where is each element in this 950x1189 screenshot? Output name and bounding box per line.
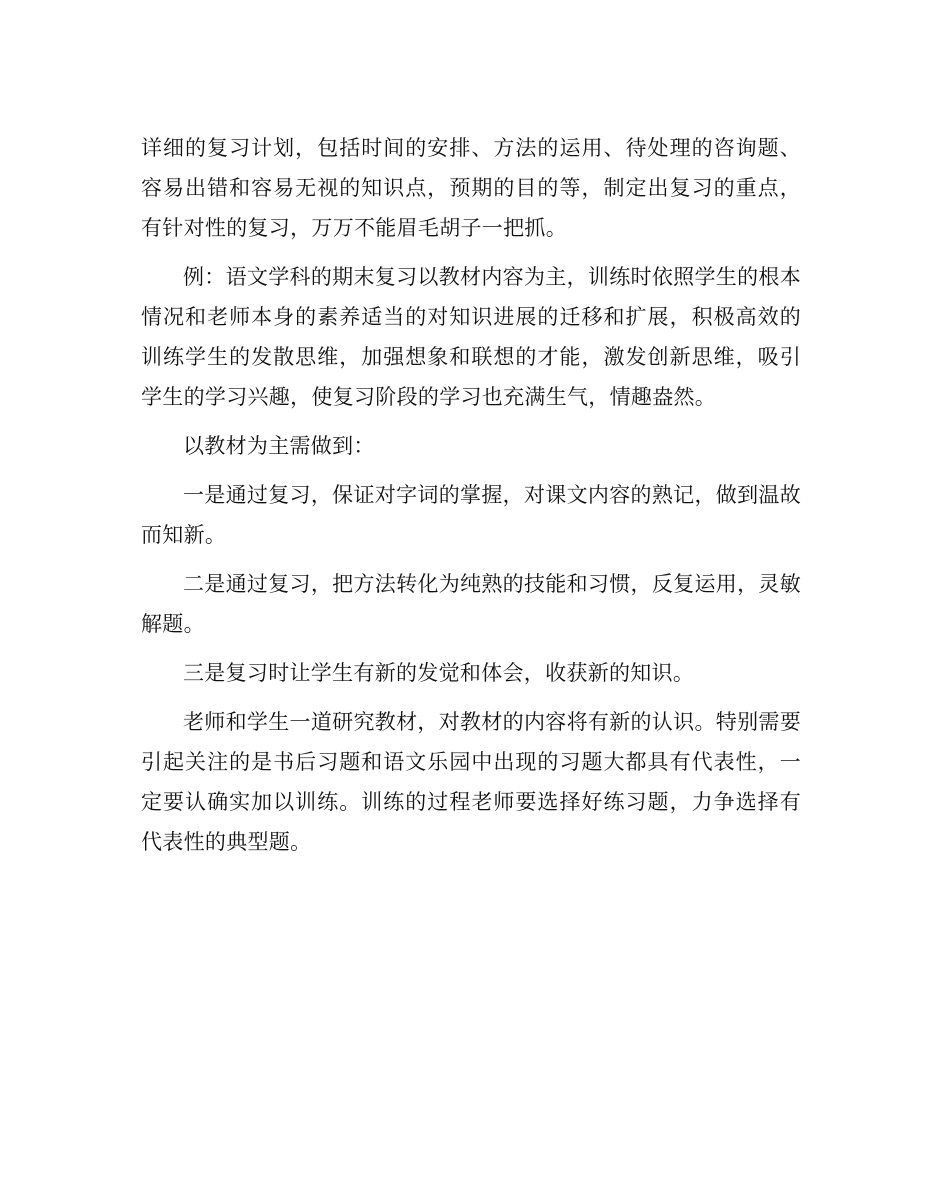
paragraph-point-three: 三是复习时让学生有新的发觉和体会，收获新的知识。 (183, 661, 695, 685)
paragraph-teacher-student: 老师和学生一道研究教材，对教材的内容将有新的认识。特别需要引起关注的是书后习题和语文乐园中出现的习题大都具有代表性，一定要认确实加以训练。训练的过程老师要选择好练习题，力争选择有代表性的典型题。 (141, 710, 801, 854)
paragraph-point-two: 二是通过复习，把方法转化为纯熟的技能和习惯，反复运用，灵敏解题。 (141, 572, 801, 636)
paragraph-point-one: 一是通过复习，保证对字词的掌握，对课文内容的熟记，做到温故而知新。 (141, 483, 801, 547)
paragraph-example-chinese: 例：语文学科的期末复习以教材内容为主，训练时依照学生的根本情况和老师本身的素养适当的对知识进展的迁移和扩展，积极高效的训练学生的发散思维，加强想象和联想的才能，激发创新思维，吸引学生的学习兴趣，使复习阶段的学习也充满生气，情趣盎然。 (141, 265, 801, 409)
paragraph-textbook-focus: 以教材为主需做到： (183, 434, 375, 458)
document-body (141, 128, 801, 871)
paragraph-review-plan: 详细的复习计划，包括时间的安排、方法的运用、待处理的咨询题、容易出错和容易无视的知识点，预期的目的等，制定出复习的重点，有针对性的复习，万万不能眉毛胡子一把抓。 (141, 136, 801, 240)
